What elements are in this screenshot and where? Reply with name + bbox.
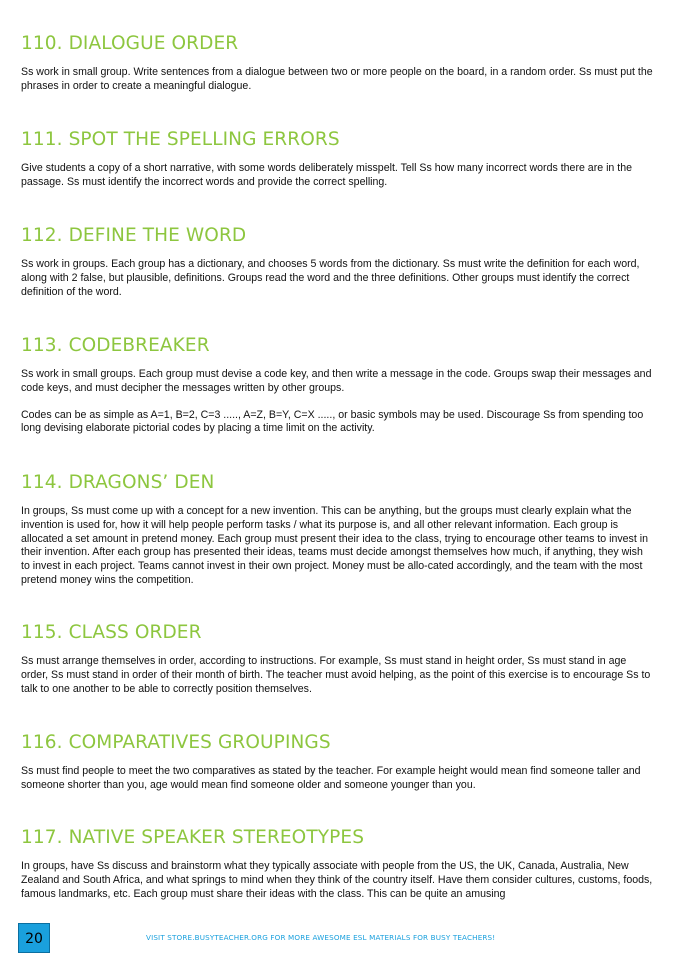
section-paragraph: Ss work in small groups. Each group must devise a code key, and then write a message in the code. Groups swap their messages and code keys, and must decipher the messages written by other groups.: [21, 368, 652, 394]
section-110: [21, 33, 653, 94]
section-113: [21, 335, 653, 436]
section-paragraph: Ss must arrange themselves in order, according to instructions. For example, Ss must stand in height order, Ss must stand in age order, Ss must stand in order of their month of birth. The teacher must avoid helping, as the point of this exercise is to encourage Ss to talk to one another to be able to correctly position themselves.: [21, 655, 651, 695]
section-paragraph: Ss work in small group. Write sentences from a dialogue between two or more people on the board, in a random order. Ss must put the phrases in order to create a meaningful dialogue.: [21, 66, 653, 92]
footer-promo-text: VISIT STORE.BUSYTEACHER.ORG FOR MORE AWESOME ESL MATERIALS FOR BUSY TEACHERS!: [146, 933, 496, 942]
section-title: 113. CODEBREAKER: [21, 335, 210, 356]
section-paragraph: In groups, Ss must come up with a concept for a new invention. This can be anything, but the groups must clearly explain what the invention is used for, how it will help people perform tasks / what its purpose is, and all other relevant information. Each group is allocated a set amount in pretend money. Each group must present their idea to the class, trying to encourage other teams to invest in their invention. After each group has presented their ideas, teams must decide amongst themselves how much, if anything, they wish to invest in each project. Teams cannot invest in their own project. Money must be allo-cated accordingly, and the team with the most pretend money wins the competition.: [21, 505, 648, 586]
section-paragraph: Ss work in groups. Each group has a dictionary, and chooses 5 words from the dictionary. Ss must write the definition for each word, along with 2 false, but plausible, definitions. Groups read the word and the three definitions. Other groups must identify the correct definition of the word.: [21, 258, 640, 298]
section-116: [21, 732, 653, 793]
section-paragraph: Codes can be as simple as A=1, B=2, C=3 ....., A=Z, B=Y, C=X ....., or basic symbols may be used. Discourage Ss from spending too long devising elaborate pictorial codes by placing a time limit on the activity.: [21, 408, 644, 435]
section-115: [21, 622, 653, 696]
page-number-badge: 20: [18, 923, 50, 953]
section-paragraph: Ss must find people to meet the two comparatives as stated by the teacher. For example height would mean find someone taller and someone shorter than you, age would mean find someone older and someone younger than you.: [21, 765, 641, 791]
section-title: 114. DRAGONS’ DEN: [21, 472, 215, 493]
section-title: 115. CLASS ORDER: [21, 622, 202, 643]
section-title: 116. COMPARATIVES GROUPINGS: [21, 732, 331, 753]
section-title: 117. NATIVE SPEAKER STEREOTYPES: [21, 827, 365, 848]
section-paragraph: In groups, have Ss discuss and brainstorm what they typically associate with people from the US, the UK, Canada, Australia, New Zealand and South Africa, and what springs to mind when they think of the country itself. Have them consider cultures, customs, foods, famous landmarks, etc. Each group must share their ideas with the class. This can be quite an amusing: [21, 860, 653, 900]
section-114: [21, 472, 653, 588]
section-title: 110. DIALOGUE ORDER: [21, 33, 239, 54]
section-title: 112. DEFINE THE WORD: [21, 225, 247, 246]
section-117: [21, 827, 653, 901]
section-title: 111. SPOT THE SPELLING ERRORS: [21, 129, 340, 150]
section-112: [21, 225, 653, 299]
section-paragraph: Give students a copy of a short narrative, with some words deliberately misspelt. Tell Ss how many incorrect words there are in the passage. Ss must identify the incorrect words and provide the correct spelling.: [21, 162, 632, 188]
section-111: [21, 129, 653, 190]
